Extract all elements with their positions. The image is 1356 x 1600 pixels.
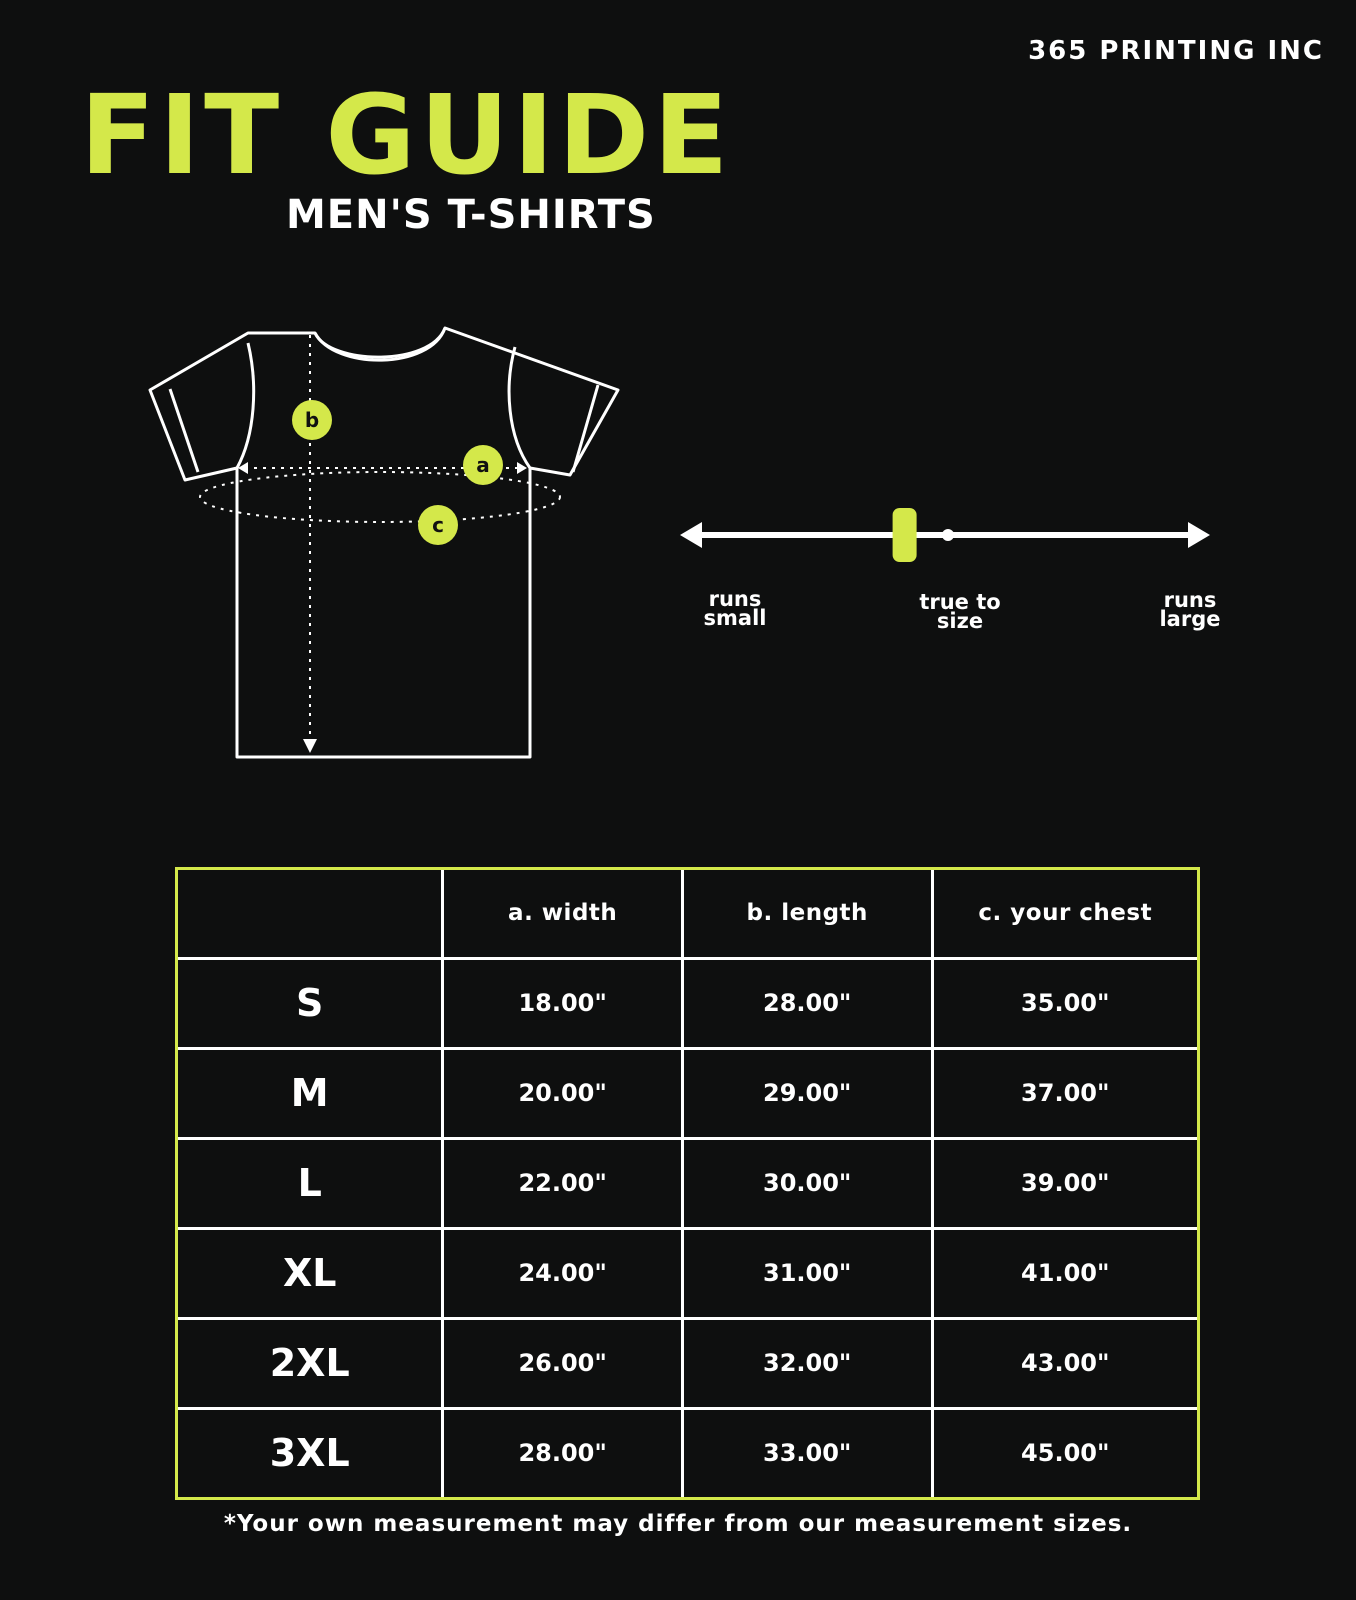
size-cell: L — [178, 1138, 443, 1228]
table-row — [178, 1318, 1197, 1408]
arrow-right-icon — [1188, 522, 1210, 548]
chest-cell: 35.00" — [932, 958, 1197, 1048]
chest-cell: 45.00" — [932, 1408, 1197, 1497]
width-cell: 26.00" — [443, 1318, 682, 1408]
size-cell: S — [178, 958, 443, 1048]
table-row — [178, 1408, 1197, 1497]
chest-cell: 37.00" — [932, 1048, 1197, 1138]
tshirt-outline — [150, 328, 618, 757]
size-cell: 3XL — [178, 1408, 443, 1497]
table-row — [178, 958, 1197, 1048]
width-cell: 22.00" — [443, 1138, 682, 1228]
width-cell: 20.00" — [443, 1048, 682, 1138]
header-length: b. length — [682, 870, 932, 958]
runs-small-label — [695, 587, 775, 630]
chest-line — [200, 472, 560, 522]
length-cell: 28.00" — [682, 958, 932, 1048]
runs-large-label — [1150, 588, 1230, 631]
right-armhole — [509, 347, 530, 468]
left-sleeve-hem — [170, 389, 198, 472]
brand-name: 365 PRINTING INC — [1028, 36, 1324, 66]
true-to-size-line-2: size — [936, 609, 984, 633]
chest-cell: 41.00" — [932, 1228, 1197, 1318]
runs-large-line-2: large — [1159, 607, 1221, 631]
length-cell: 31.00" — [682, 1228, 932, 1318]
page-subtitle: MEN'S T-SHIRTS — [286, 192, 656, 238]
fit-indicator — [893, 508, 917, 562]
width-cell: 18.00" — [443, 958, 682, 1048]
size-chart — [175, 867, 1200, 1500]
runs-small-line-1: runs — [708, 587, 762, 611]
size-cell: 2XL — [178, 1318, 443, 1408]
table-row — [178, 1048, 1197, 1138]
length-cell: 33.00" — [682, 1408, 932, 1497]
header-chest: c. your chest — [932, 870, 1197, 958]
marker-b-label: b — [304, 408, 320, 432]
length-cell: 29.00" — [682, 1048, 932, 1138]
header-width: a. width — [443, 870, 682, 958]
runs-small-line-2: small — [703, 606, 767, 630]
marker-a-label: a — [476, 453, 490, 477]
chest-cell: 43.00" — [932, 1318, 1197, 1408]
right-sleeve-hem — [573, 385, 598, 472]
header-size — [178, 870, 443, 958]
page-title: FIT GUIDE — [80, 71, 733, 199]
chest-cell: 39.00" — [932, 1138, 1197, 1228]
tshirt-measurement-diagram — [140, 325, 640, 785]
length-cell: 32.00" — [682, 1318, 932, 1408]
size-cell: XL — [178, 1228, 443, 1318]
table-row — [178, 1228, 1197, 1318]
width-cell: 24.00" — [443, 1228, 682, 1318]
fit-scale-tick — [942, 529, 954, 541]
footnote: *Your own measurement may differ from our measurement sizes. — [223, 1511, 1133, 1537]
length-arrow-icon — [303, 739, 317, 753]
marker-c-label: c — [432, 513, 444, 537]
left-armhole — [237, 343, 254, 468]
neck-band — [315, 328, 445, 357]
size-cell: M — [178, 1048, 443, 1138]
length-cell: 30.00" — [682, 1138, 932, 1228]
arrow-left-icon — [680, 522, 702, 548]
table-row — [178, 1138, 1197, 1228]
true-to-size-line-1: true to — [919, 590, 1001, 614]
true-to-size-label — [900, 590, 1020, 633]
size-table — [178, 870, 1197, 1497]
runs-large-line-1: runs — [1163, 588, 1217, 612]
width-cell: 28.00" — [443, 1408, 682, 1497]
table-header-row — [178, 870, 1197, 958]
